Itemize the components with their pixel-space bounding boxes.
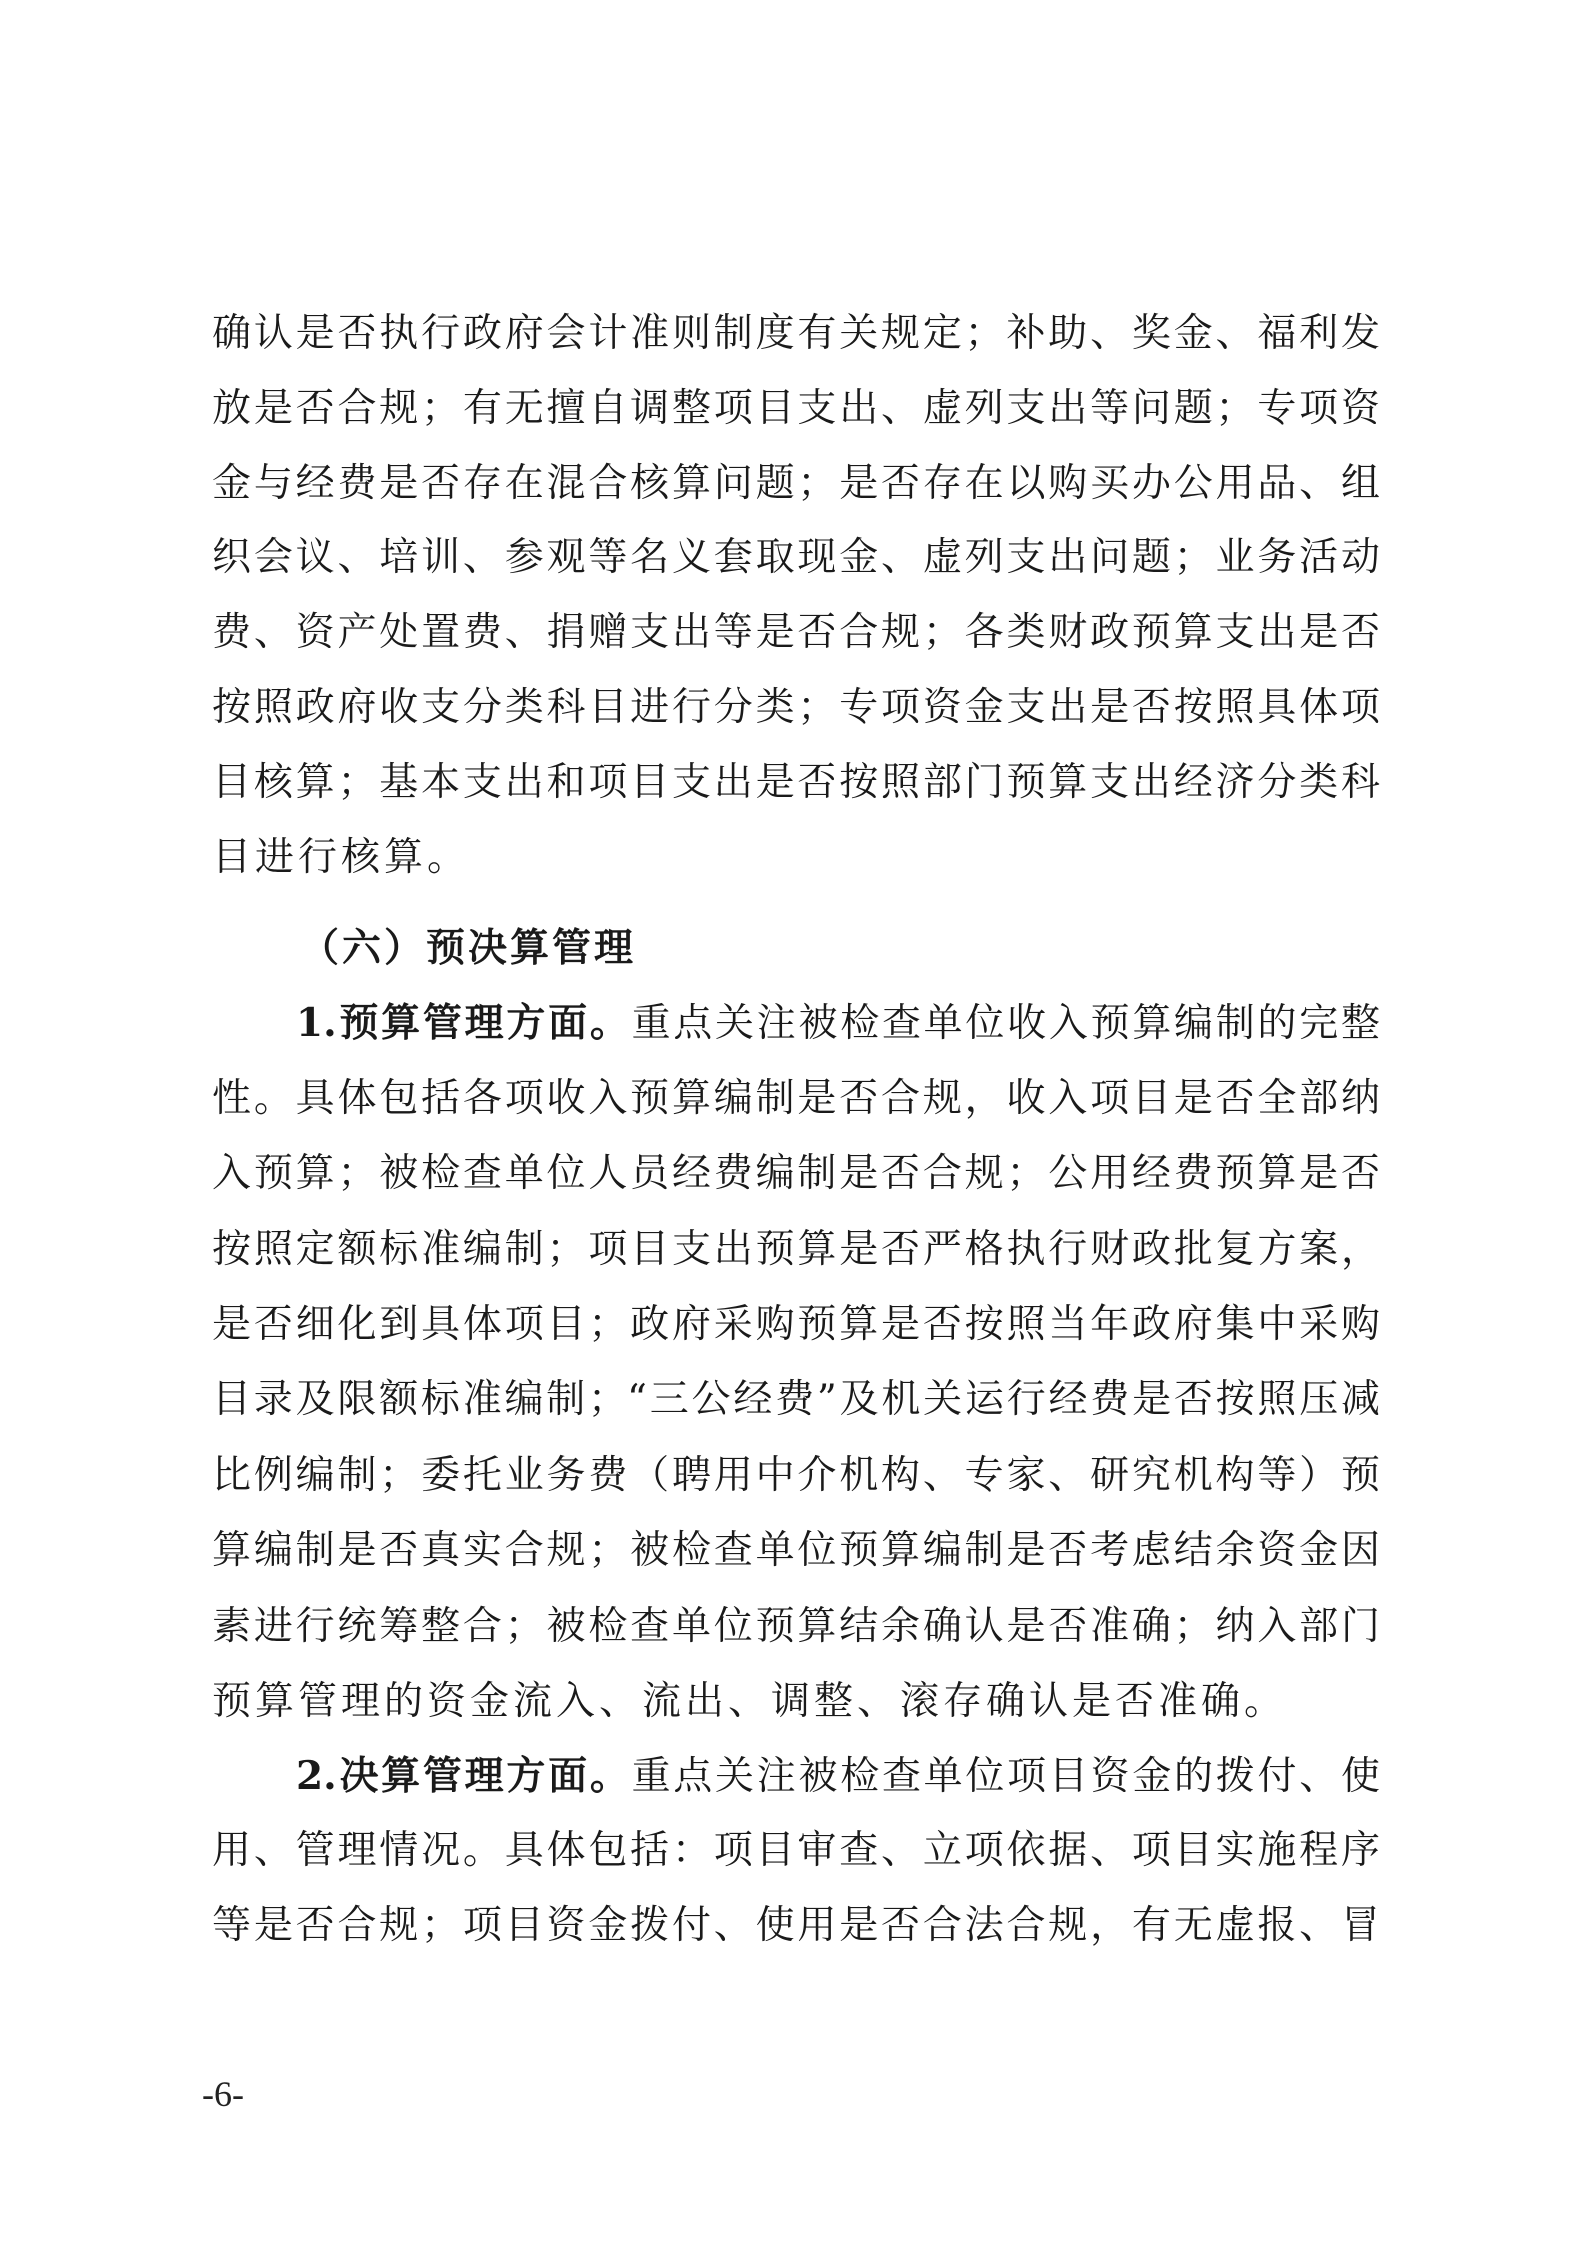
paragraph-line: 确认是否执行政府会计准则制度有关规定；补助、奖金、福利发 [212, 311, 1380, 356]
paragraph-lead: 1.预算管理方面。 [296, 1000, 632, 1046]
paragraph-line-text: 重点关注被检查单位项目资金的拨付、使 [631, 1754, 1380, 1799]
paragraph-line: 织会议、培训、参观等名义套取现金、虚列支出问题；业务活动 [212, 535, 1380, 580]
paragraph-line: 算编制是否真实合规；被检查单位预算编制是否考虑结余资金因 [212, 1528, 1380, 1573]
paragraph-line-text: 重点关注被检查单位收入预算编制的完整 [631, 1001, 1380, 1046]
paragraph-first-line [296, 993, 1380, 1053]
paragraph-line: 放是否合规；有无擅自调整项目支出、虚列支出等问题；专项资 [212, 386, 1380, 431]
page-number: -6- [202, 2074, 244, 2114]
section-heading: （六）预决算管理 [300, 925, 637, 971]
paragraph-line: 素进行统筹整合；被检查单位预算结余确认是否准确；纳入部门 [212, 1604, 1380, 1649]
paragraph-line: 按照政府收支分类科目进行分类；专项资金支出是否按照具体项 [212, 685, 1380, 730]
paragraph-line: 性。具体包括各项收入预算编制是否合规，收入项目是否全部纳 [212, 1076, 1380, 1121]
paragraph-line: 预算管理的资金流入、流出、调整、滚存确认是否准确。 [212, 1679, 1288, 1724]
paragraph-line: 目核算；基本支出和项目支出是否按照部门预算支出经济分类科 [212, 760, 1380, 805]
paragraph-line: 金与经费是否存在混合核算问题；是否存在以购买办公用品、组 [212, 461, 1380, 506]
paragraph-line: 按照定额标准编制；项目支出预算是否严格执行财政批复方案， [212, 1227, 1380, 1272]
paragraph-line: 等是否合规；项目资金拨付、使用是否合法合规，有无虚报、冒 [212, 1903, 1380, 1948]
paragraph-first-line [296, 1746, 1380, 1806]
paragraph-line: 是否细化到具体项目；政府采购预算是否按照当年政府集中采购 [212, 1302, 1380, 1347]
paragraph-lead: 2.决算管理方面。 [296, 1753, 632, 1799]
paragraph-line: 费、资产处置费、捐赠支出等是否合规；各类财政预算支出是否 [212, 610, 1380, 655]
paragraph-line: 目录及限额标准编制；“三公经费”及机关运行经费是否按照压减 [212, 1377, 1380, 1422]
paragraph-line: 比例编制；委托业务费（聘用中介机构、专家、研究机构等）预 [212, 1453, 1380, 1498]
paragraph-line: 目进行核算。 [212, 835, 471, 880]
paragraph-line: 用、管理情况。具体包括：项目审查、立项依据、项目实施程序 [212, 1828, 1380, 1873]
paragraph-line: 入预算；被检查单位人员经费编制是否合规；公用经费预算是否 [212, 1151, 1380, 1196]
